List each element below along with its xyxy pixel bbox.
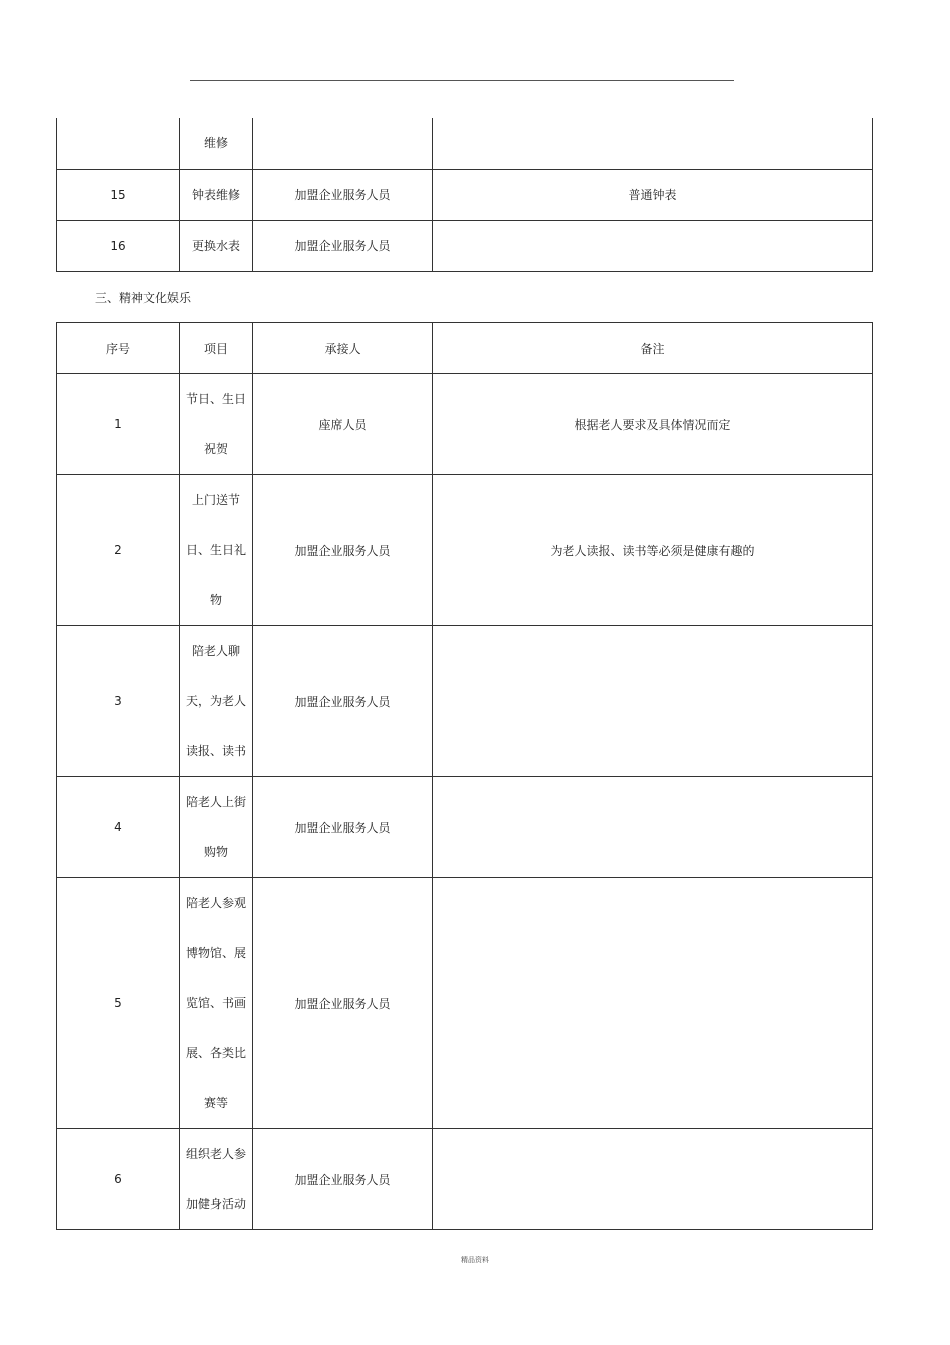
cell-item	[180, 374, 253, 475]
cell-person: 加盟企业服务人员	[253, 169, 433, 220]
cell-item-line: 加健身活动	[185, 1197, 246, 1211]
cell-item-line: 览馆、书画	[185, 996, 246, 1010]
cell-no: 4	[57, 777, 180, 878]
cell-item-line: 更换水表	[191, 238, 240, 253]
cell-note: 普通钟表	[433, 169, 873, 220]
header-note: 备注	[433, 323, 873, 374]
cell-item	[180, 878, 253, 1129]
cell-item	[180, 777, 253, 878]
table-header-row	[57, 323, 873, 374]
cell-person: 座席人员	[253, 374, 433, 475]
cell-no: 15	[57, 169, 180, 220]
cell-item-line: 天，为老人	[185, 694, 246, 708]
table-row	[57, 1129, 873, 1230]
cell-item	[180, 169, 253, 220]
page-footer: 精品资料	[461, 1256, 489, 1264]
cell-person: 加盟企业服务人员	[253, 475, 433, 626]
cell-note	[433, 118, 873, 169]
header-person: 承接人	[253, 323, 433, 374]
cell-note	[433, 220, 873, 271]
cell-person: 加盟企业服务人员	[253, 626, 433, 777]
cell-item-line: 节日、生日	[185, 392, 246, 406]
cell-person: 加盟企业服务人员	[253, 878, 433, 1129]
cell-person	[253, 118, 433, 169]
header-rule	[190, 80, 734, 81]
table-row	[57, 220, 873, 271]
cell-no: 3	[57, 626, 180, 777]
cell-no: 2	[57, 475, 180, 626]
cell-item-line: 陪老人参观	[185, 896, 246, 910]
header-item: 项目	[180, 323, 253, 374]
cell-item	[180, 1129, 253, 1230]
cell-note: 为老人读报、读书等必须是健康有趣的	[433, 475, 873, 626]
cell-item	[180, 475, 253, 626]
cell-note: 根据老人要求及具体情况而定	[433, 374, 873, 475]
cell-item-line: 展、各类比	[185, 1046, 246, 1060]
header-no: 序号	[57, 323, 180, 374]
cell-item-line: 赛等	[203, 1096, 228, 1110]
cell-note	[433, 777, 873, 878]
cell-item-line: 陪老人上街	[185, 795, 246, 809]
cell-note	[433, 878, 873, 1129]
cell-item-line: 博物馆、展	[185, 946, 246, 960]
cell-item-line: 陪老人聊	[191, 644, 240, 658]
cell-item-line: 维修	[203, 136, 228, 151]
cell-note	[433, 1129, 873, 1230]
table-row	[57, 169, 873, 220]
cell-item-line: 钟表维修	[191, 187, 240, 202]
cell-person: 加盟企业服务人员	[253, 777, 433, 878]
cell-item	[180, 626, 253, 777]
table-row	[57, 118, 873, 169]
section-heading: 三、精神文化娱乐	[95, 291, 192, 305]
cell-item-line: 上门送节	[191, 493, 240, 507]
maintenance-table-continued	[56, 118, 873, 272]
table-row	[57, 878, 873, 1129]
table-row	[57, 475, 873, 626]
cell-item-line: 读报、读书	[185, 744, 246, 758]
cell-no: 16	[57, 220, 180, 271]
cell-item	[180, 220, 253, 271]
cell-item-line: 购物	[203, 845, 228, 859]
cell-item-line: 物	[209, 593, 222, 607]
cell-item-line: 日、生日礼	[185, 543, 246, 557]
cell-no: 6	[57, 1129, 180, 1230]
cell-no: 1	[57, 374, 180, 475]
cell-item-line: 组织老人参	[185, 1147, 246, 1161]
cell-note	[433, 626, 873, 777]
cell-person: 加盟企业服务人员	[253, 1129, 433, 1230]
cell-item-line: 祝贺	[203, 442, 228, 456]
culture-entertainment-table	[56, 322, 873, 1230]
table-row	[57, 777, 873, 878]
cell-no: 5	[57, 878, 180, 1129]
cell-item	[180, 118, 253, 169]
table-row	[57, 626, 873, 777]
table-row	[57, 374, 873, 475]
cell-no	[57, 118, 180, 169]
cell-person: 加盟企业服务人员	[253, 220, 433, 271]
